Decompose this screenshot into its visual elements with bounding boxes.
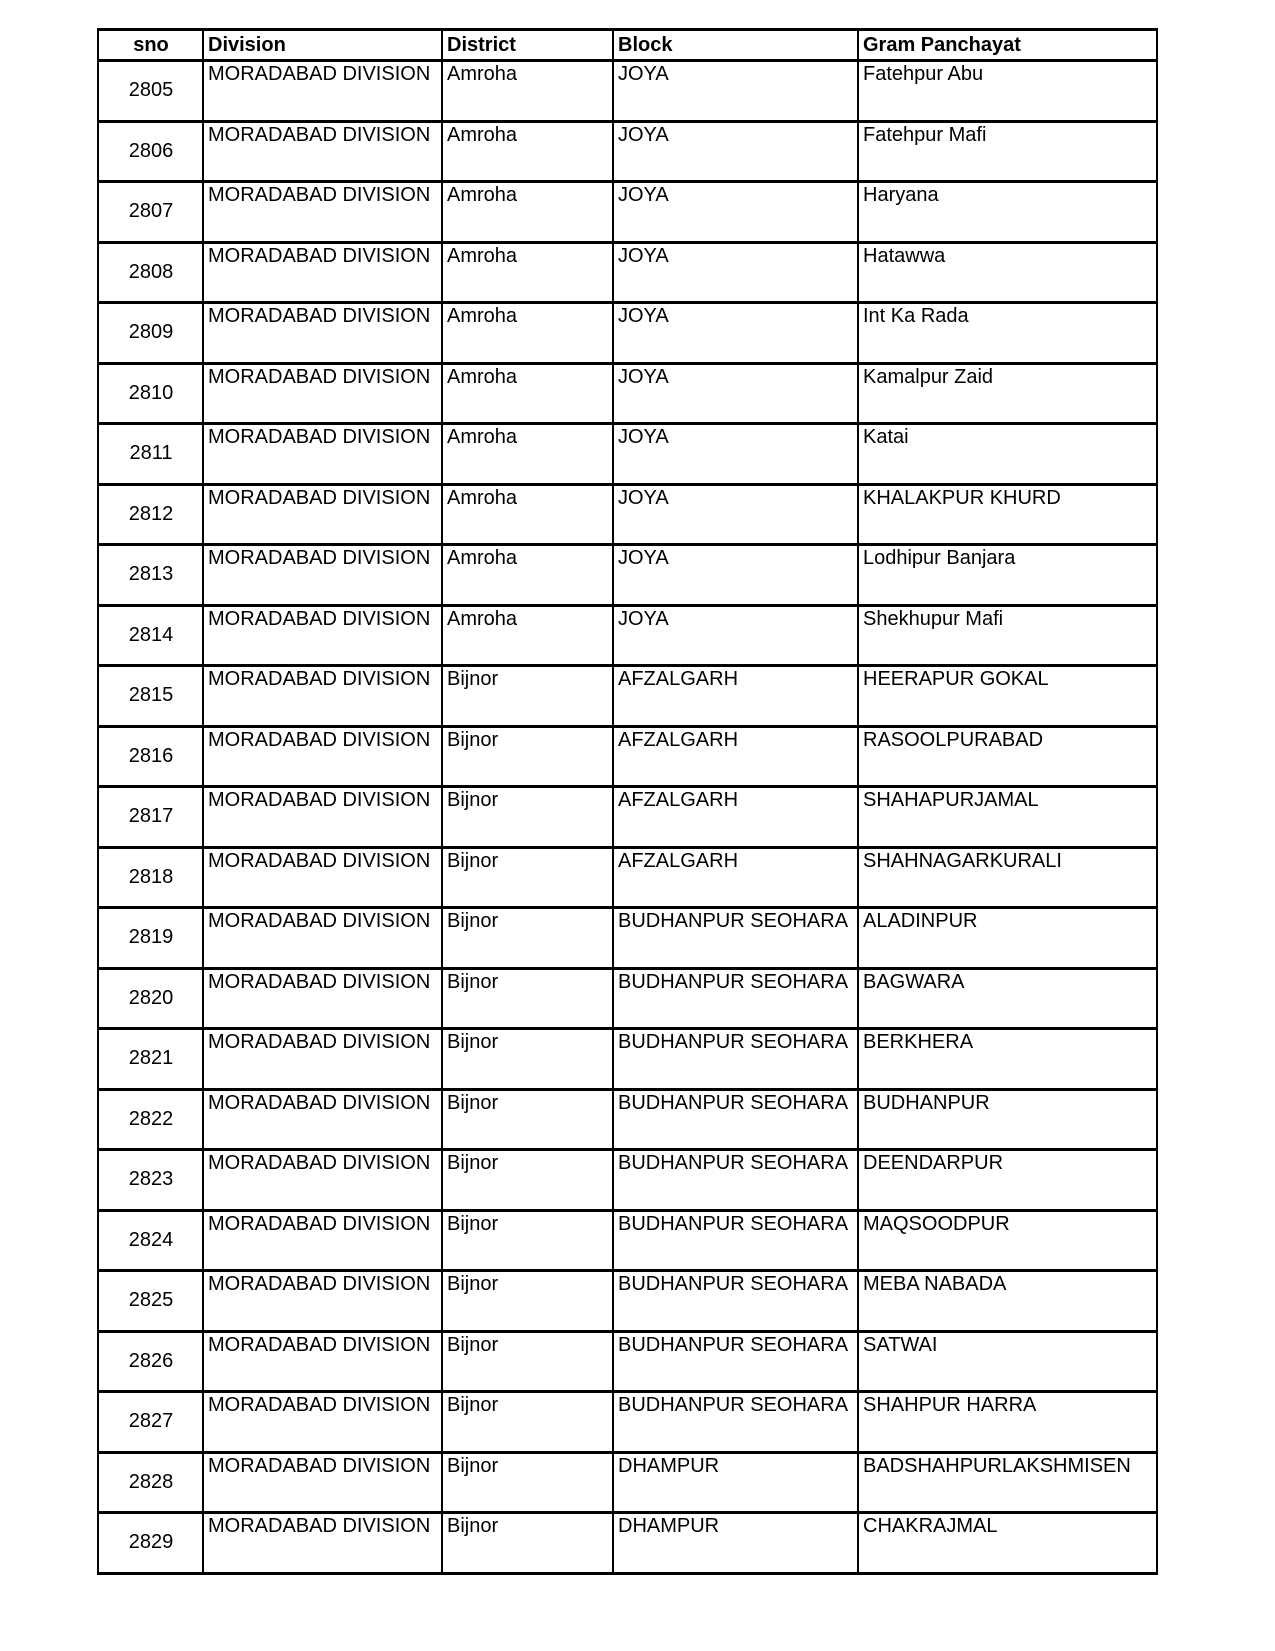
cell-sno: 2829 [98, 1513, 203, 1574]
cell-division: MORADABAD DIVISION [203, 1452, 442, 1513]
cell-block: JOYA [613, 484, 858, 545]
cell-sno: 2821 [98, 1029, 203, 1090]
cell-sno: 2812 [98, 484, 203, 545]
cell-division: MORADABAD DIVISION [203, 847, 442, 908]
cell-block: AFZALGARH [613, 847, 858, 908]
table-row [98, 1392, 1157, 1453]
cell-district: Bijnor [442, 787, 613, 848]
cell-gram-panchayat: BUDHANPUR [858, 1089, 1157, 1150]
cell-district: Amroha [442, 242, 613, 303]
cell-district: Amroha [442, 61, 613, 122]
cell-district: Amroha [442, 303, 613, 364]
cell-gram-panchayat: KHALAKPUR KHURD [858, 484, 1157, 545]
cell-division: MORADABAD DIVISION [203, 1029, 442, 1090]
cell-gram-panchayat: SATWAI [858, 1331, 1157, 1392]
table-row [98, 182, 1157, 243]
cell-block: BUDHANPUR SEOHARA [613, 1210, 858, 1271]
cell-sno: 2808 [98, 242, 203, 303]
cell-gram-panchayat: DEENDARPUR [858, 1150, 1157, 1211]
table-row [98, 666, 1157, 727]
cell-gram-panchayat: CHAKRAJMAL [858, 1513, 1157, 1574]
cell-division: MORADABAD DIVISION [203, 605, 442, 666]
cell-gram-panchayat: Shekhupur Mafi [858, 605, 1157, 666]
cell-district: Bijnor [442, 968, 613, 1029]
cell-gram-panchayat: BAGWARA [858, 968, 1157, 1029]
column-header-district: District [442, 30, 613, 61]
column-header-gram-panchayat: Gram Panchayat [858, 30, 1157, 61]
cell-gram-panchayat: Fatehpur Abu [858, 61, 1157, 122]
header-row [98, 30, 1157, 61]
cell-sno: 2820 [98, 968, 203, 1029]
cell-sno: 2819 [98, 908, 203, 969]
table-row [98, 968, 1157, 1029]
cell-gram-panchayat: BADSHAHPURLAKSHMISEN [858, 1452, 1157, 1513]
cell-district: Amroha [442, 484, 613, 545]
cell-district: Bijnor [442, 666, 613, 727]
cell-sno: 2807 [98, 182, 203, 243]
table-row [98, 424, 1157, 485]
cell-district: Bijnor [442, 726, 613, 787]
cell-sno: 2824 [98, 1210, 203, 1271]
cell-block: JOYA [613, 182, 858, 243]
cell-division: MORADABAD DIVISION [203, 1271, 442, 1332]
cell-district: Bijnor [442, 1271, 613, 1332]
cell-division: MORADABAD DIVISION [203, 1513, 442, 1574]
column-header-division: Division [203, 30, 442, 61]
cell-division: MORADABAD DIVISION [203, 424, 442, 485]
cell-district: Bijnor [442, 847, 613, 908]
cell-gram-panchayat: MEBA NABADA [858, 1271, 1157, 1332]
table-row [98, 605, 1157, 666]
cell-block: JOYA [613, 363, 858, 424]
cell-division: MORADABAD DIVISION [203, 182, 442, 243]
cell-district: Amroha [442, 363, 613, 424]
cell-sno: 2823 [98, 1150, 203, 1211]
cell-block: AFZALGARH [613, 666, 858, 727]
cell-district: Bijnor [442, 1513, 613, 1574]
table-row [98, 1029, 1157, 1090]
table-row [98, 1513, 1157, 1574]
cell-gram-panchayat: Kamalpur Zaid [858, 363, 1157, 424]
cell-block: BUDHANPUR SEOHARA [613, 968, 858, 1029]
cell-gram-panchayat: Fatehpur Mafi [858, 121, 1157, 182]
cell-sno: 2810 [98, 363, 203, 424]
cell-sno: 2826 [98, 1331, 203, 1392]
cell-block: JOYA [613, 121, 858, 182]
cell-gram-panchayat: BERKHERA [858, 1029, 1157, 1090]
table-row [98, 847, 1157, 908]
cell-gram-panchayat: SHAHPUR HARRA [858, 1392, 1157, 1453]
table-row [98, 1150, 1157, 1211]
cell-district: Bijnor [442, 1150, 613, 1211]
cell-sno: 2814 [98, 605, 203, 666]
cell-division: MORADABAD DIVISION [203, 787, 442, 848]
cell-sno: 2825 [98, 1271, 203, 1332]
cell-gram-panchayat: MAQSOODPUR [858, 1210, 1157, 1271]
cell-sno: 2809 [98, 303, 203, 364]
column-header-sno: sno [98, 30, 203, 61]
cell-gram-panchayat: RASOOLPURABAD [858, 726, 1157, 787]
cell-division: MORADABAD DIVISION [203, 1150, 442, 1211]
panchayat-table [97, 28, 1158, 1575]
cell-block: BUDHANPUR SEOHARA [613, 1150, 858, 1211]
table-row [98, 484, 1157, 545]
cell-district: Amroha [442, 121, 613, 182]
cell-district: Amroha [442, 605, 613, 666]
cell-district: Bijnor [442, 1452, 613, 1513]
cell-district: Bijnor [442, 1089, 613, 1150]
table-row [98, 1331, 1157, 1392]
cell-block: BUDHANPUR SEOHARA [613, 1331, 858, 1392]
table-row [98, 242, 1157, 303]
cell-district: Bijnor [442, 1029, 613, 1090]
cell-division: MORADABAD DIVISION [203, 1089, 442, 1150]
cell-block: JOYA [613, 605, 858, 666]
cell-gram-panchayat: Int Ka Rada [858, 303, 1157, 364]
cell-sno: 2818 [98, 847, 203, 908]
cell-block: BUDHANPUR SEOHARA [613, 908, 858, 969]
cell-division: MORADABAD DIVISION [203, 545, 442, 606]
cell-block: BUDHANPUR SEOHARA [613, 1029, 858, 1090]
cell-block: AFZALGARH [613, 787, 858, 848]
cell-block: JOYA [613, 424, 858, 485]
cell-gram-panchayat: Lodhipur Banjara [858, 545, 1157, 606]
cell-sno: 2827 [98, 1392, 203, 1453]
cell-sno: 2811 [98, 424, 203, 485]
cell-block: JOYA [613, 545, 858, 606]
cell-division: MORADABAD DIVISION [203, 242, 442, 303]
cell-sno: 2822 [98, 1089, 203, 1150]
cell-gram-panchayat: Haryana [858, 182, 1157, 243]
table-row [98, 303, 1157, 364]
cell-block: BUDHANPUR SEOHARA [613, 1392, 858, 1453]
cell-sno: 2805 [98, 61, 203, 122]
cell-sno: 2806 [98, 121, 203, 182]
cell-gram-panchayat: ALADINPUR [858, 908, 1157, 969]
cell-sno: 2815 [98, 666, 203, 727]
cell-district: Amroha [442, 545, 613, 606]
cell-district: Bijnor [442, 1210, 613, 1271]
cell-division: MORADABAD DIVISION [203, 666, 442, 727]
cell-district: Bijnor [442, 908, 613, 969]
cell-block: JOYA [613, 303, 858, 364]
cell-division: MORADABAD DIVISION [203, 968, 442, 1029]
cell-sno: 2828 [98, 1452, 203, 1513]
cell-block: JOYA [613, 242, 858, 303]
cell-gram-panchayat: Hatawwa [858, 242, 1157, 303]
cell-district: Amroha [442, 182, 613, 243]
cell-block: DHAMPUR [613, 1452, 858, 1513]
cell-division: MORADABAD DIVISION [203, 303, 442, 364]
cell-division: MORADABAD DIVISION [203, 121, 442, 182]
column-header-block: Block [613, 30, 858, 61]
cell-district: Amroha [442, 424, 613, 485]
table-row [98, 726, 1157, 787]
cell-district: Bijnor [442, 1331, 613, 1392]
cell-division: MORADABAD DIVISION [203, 1210, 442, 1271]
table-row [98, 61, 1157, 122]
table-body [98, 61, 1157, 1574]
cell-block: JOYA [613, 61, 858, 122]
table-row [98, 363, 1157, 424]
cell-division: MORADABAD DIVISION [203, 484, 442, 545]
table-row [98, 908, 1157, 969]
cell-gram-panchayat: Katai [858, 424, 1157, 485]
cell-block: BUDHANPUR SEOHARA [613, 1271, 858, 1332]
cell-division: MORADABAD DIVISION [203, 363, 442, 424]
cell-division: MORADABAD DIVISION [203, 908, 442, 969]
cell-division: MORADABAD DIVISION [203, 61, 442, 122]
table-row [98, 121, 1157, 182]
cell-division: MORADABAD DIVISION [203, 1392, 442, 1453]
table-row [98, 1452, 1157, 1513]
table-row [98, 1210, 1157, 1271]
table-row [98, 545, 1157, 606]
table-row [98, 1271, 1157, 1332]
cell-district: Bijnor [442, 1392, 613, 1453]
table-row [98, 787, 1157, 848]
cell-division: MORADABAD DIVISION [203, 726, 442, 787]
cell-gram-panchayat: HEERAPUR GOKAL [858, 666, 1157, 727]
cell-gram-panchayat: SHAHAPURJAMAL [858, 787, 1157, 848]
cell-sno: 2813 [98, 545, 203, 606]
cell-block: DHAMPUR [613, 1513, 858, 1574]
cell-block: BUDHANPUR SEOHARA [613, 1089, 858, 1150]
cell-block: AFZALGARH [613, 726, 858, 787]
cell-gram-panchayat: SHAHNAGARKURALI [858, 847, 1157, 908]
cell-division: MORADABAD DIVISION [203, 1331, 442, 1392]
table-row [98, 1089, 1157, 1150]
cell-sno: 2817 [98, 787, 203, 848]
cell-sno: 2816 [98, 726, 203, 787]
